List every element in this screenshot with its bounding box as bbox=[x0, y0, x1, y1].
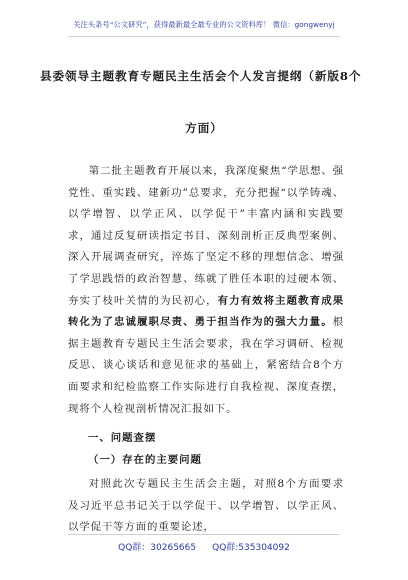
section-heading-1: 一、问题查摆 bbox=[88, 432, 157, 444]
document-title-line-2: 方面） bbox=[185, 121, 223, 135]
paragraph-intro-emphasis: 有力有效将主题教育成果转化为了忠诚履职尽责、勇于担当作为的强大力量。 bbox=[68, 294, 345, 329]
footer bbox=[0, 540, 408, 553]
header-note: 关注头条号“公文研究”，获得最新最全最专业的公文资料库！ 微信：gongwenyj bbox=[73, 20, 335, 29]
header-divider bbox=[68, 36, 340, 37]
paragraph-intro bbox=[68, 161, 344, 420]
document-title-line-1: 县委领导主题教育专题民主生活会个人发言提纲（新版8个 bbox=[40, 69, 362, 83]
paragraph-problems: 对照此次专题民主生活会主题，对照8个方面要求及习近平总书记关于以学促干、以学增智、以学正风、以学促干等方面的重要论述， bbox=[68, 478, 344, 534]
paragraph-intro-text: 第二批主题教育开展以来，我深度聚焦“学思想、强党性、重实践、建新功”总要求，充分把握“以学铸魂、以学增智、以学正风、以学促干”丰富内涵和实践要求，通过反复研读指定书目、深刻剖析正反典型案例、深入开展调查研究，淬炼了坚定不移的理想信念、增强了学思践悟的政治智慧、练就了胜任本职的过硬本领、夯实了枝叶关情的为民初心， bbox=[68, 165, 344, 307]
footer-divider bbox=[68, 534, 340, 535]
paragraph-intro-tail: 根据主题教育专题民主生活会要求，我在学习调研、检视反思、谈心谈话和意见征求的基础上，紧密结合8个方面要求和纪检监察工作实际进行自我检视、深度查摆，现将个人检视剖析情况汇报如下。 bbox=[68, 316, 344, 415]
footer-qq-group-2: QQ群:535304092 bbox=[212, 543, 290, 553]
footer-qq-group-1: QQ群：30265665 bbox=[118, 543, 197, 553]
subsection-heading-1: （一）存在的主要问题 bbox=[88, 454, 202, 466]
